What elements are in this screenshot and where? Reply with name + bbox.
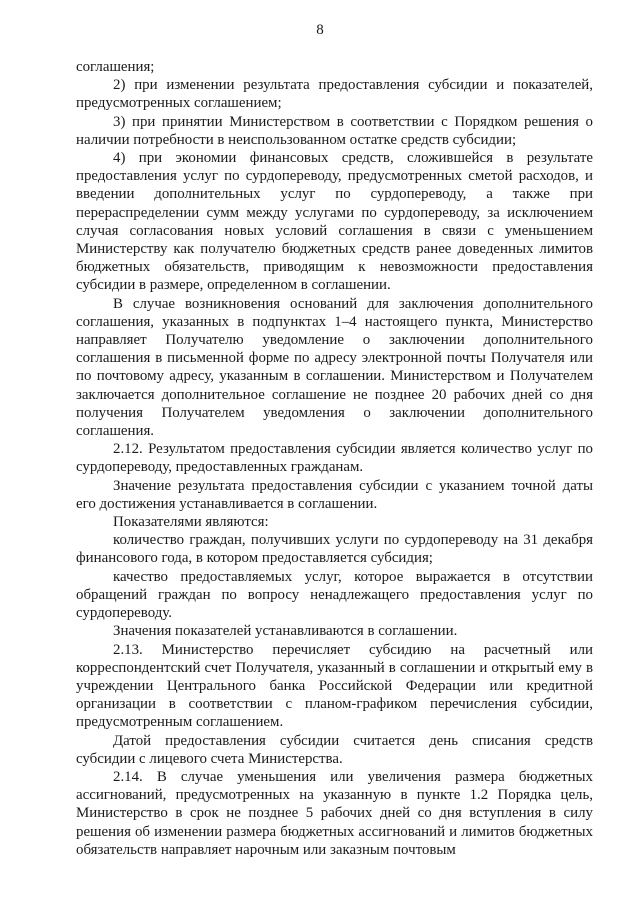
page-number: 8 — [316, 22, 324, 38]
paragraph-additional-agreement: В случае возникновения оснований для заключения дополнительного соглашения, указанных в подпунктах 1–4 настоящего пункта, Министерство направляет Получателю уведомление о заключении дополнительного соглашения в письменной форме по адресу электронной почты Получателя или по почтовому адресу, указанным в соглашении. Министерством и Получателем заключается дополнительное соглашение не позднее 20 рабочих дней со дня получения Получателем уведомления о заключении дополнительного соглашения. — [76, 295, 593, 440]
paragraph-indicator-values: Значения показателей устанавливаются в соглашении. — [113, 623, 458, 640]
paragraph-item-3: 3) при принятии Министерством в соответствии с Порядком решения о наличии потребности в неиспользованном остатке средств субсидии; — [76, 113, 593, 148]
paragraph-2-12: 2.12. Результатом предоставления субсидии является количество услуг по сурдопереводу, предоставленных гражданам. — [76, 441, 593, 476]
paragraph-2-14: 2.14. В случае уменьшения или увеличения размера бюджетных ассигнований, предусмотренных на указанную в пункте 1.2 Порядка цель, Министерство в срок не позднее 5 рабочих дней со дня вступления в силу решения об изменении размера бюджетных ассигнований и лимитов бюджетных обязательств направляет нарочным или заказным почтовым — [76, 768, 593, 858]
paragraph-item-2: 2) при изменении результата предоставления субсидии и показателей, предусмотренных соглашением; — [76, 77, 593, 112]
paragraph-2-13: 2.13. Министерство перечисляет субсидию на расчетный или корреспондентский счет Получателя, указанный в соглашении и открытый ему в учреждении Центрального банка Российской Федерации или кредитной организации в соответствии с планом-графиком перечисления субсидии, предусмотренным соглашением. — [76, 641, 593, 731]
paragraph-item-4: 4) при экономии финансовых средств, сложившейся в результате предоставления услуг по сурдопереводу, предусмотренных сметой расходов, и введении дополнительных услуг по сурдопереводу, а также при перераспределении сумм между услугами по сурдопереводу, за исключением случая согласования новых условий соглашения в связи с уменьшением Министерству как получателю бюджетных средств ранее доведенных лимитов бюджетных обязательств, приводящим к невозможности предоставления субсидии в размере, определенном в соглашении. — [76, 150, 593, 294]
paragraph-agreement-end: соглашения; — [76, 59, 155, 75]
paragraph-subsidy-date: Датой предоставления субсидии считается день списания средств субсидии с лицевого счета Министерства. — [76, 732, 593, 767]
document-body — [76, 58, 593, 859]
paragraph-indicator-citizens: количество граждан, получивших услуги по сурдопереводу на 31 декабря финансового года, в котором предоставляется субсидия; — [76, 532, 593, 567]
paragraph-result-value: Значение результата предоставления субсидии с указанием точной даты его достижения устанавливается в соглашении. — [76, 477, 593, 512]
paragraph-indicators-heading: Показателями являются: — [113, 514, 269, 531]
paragraph-indicator-quality: качество предоставляемых услуг, которое выражается в отсутствии обращений граждан по вопросу ненадлежащего предоставления услуг по сурдопереводу. — [76, 568, 593, 622]
